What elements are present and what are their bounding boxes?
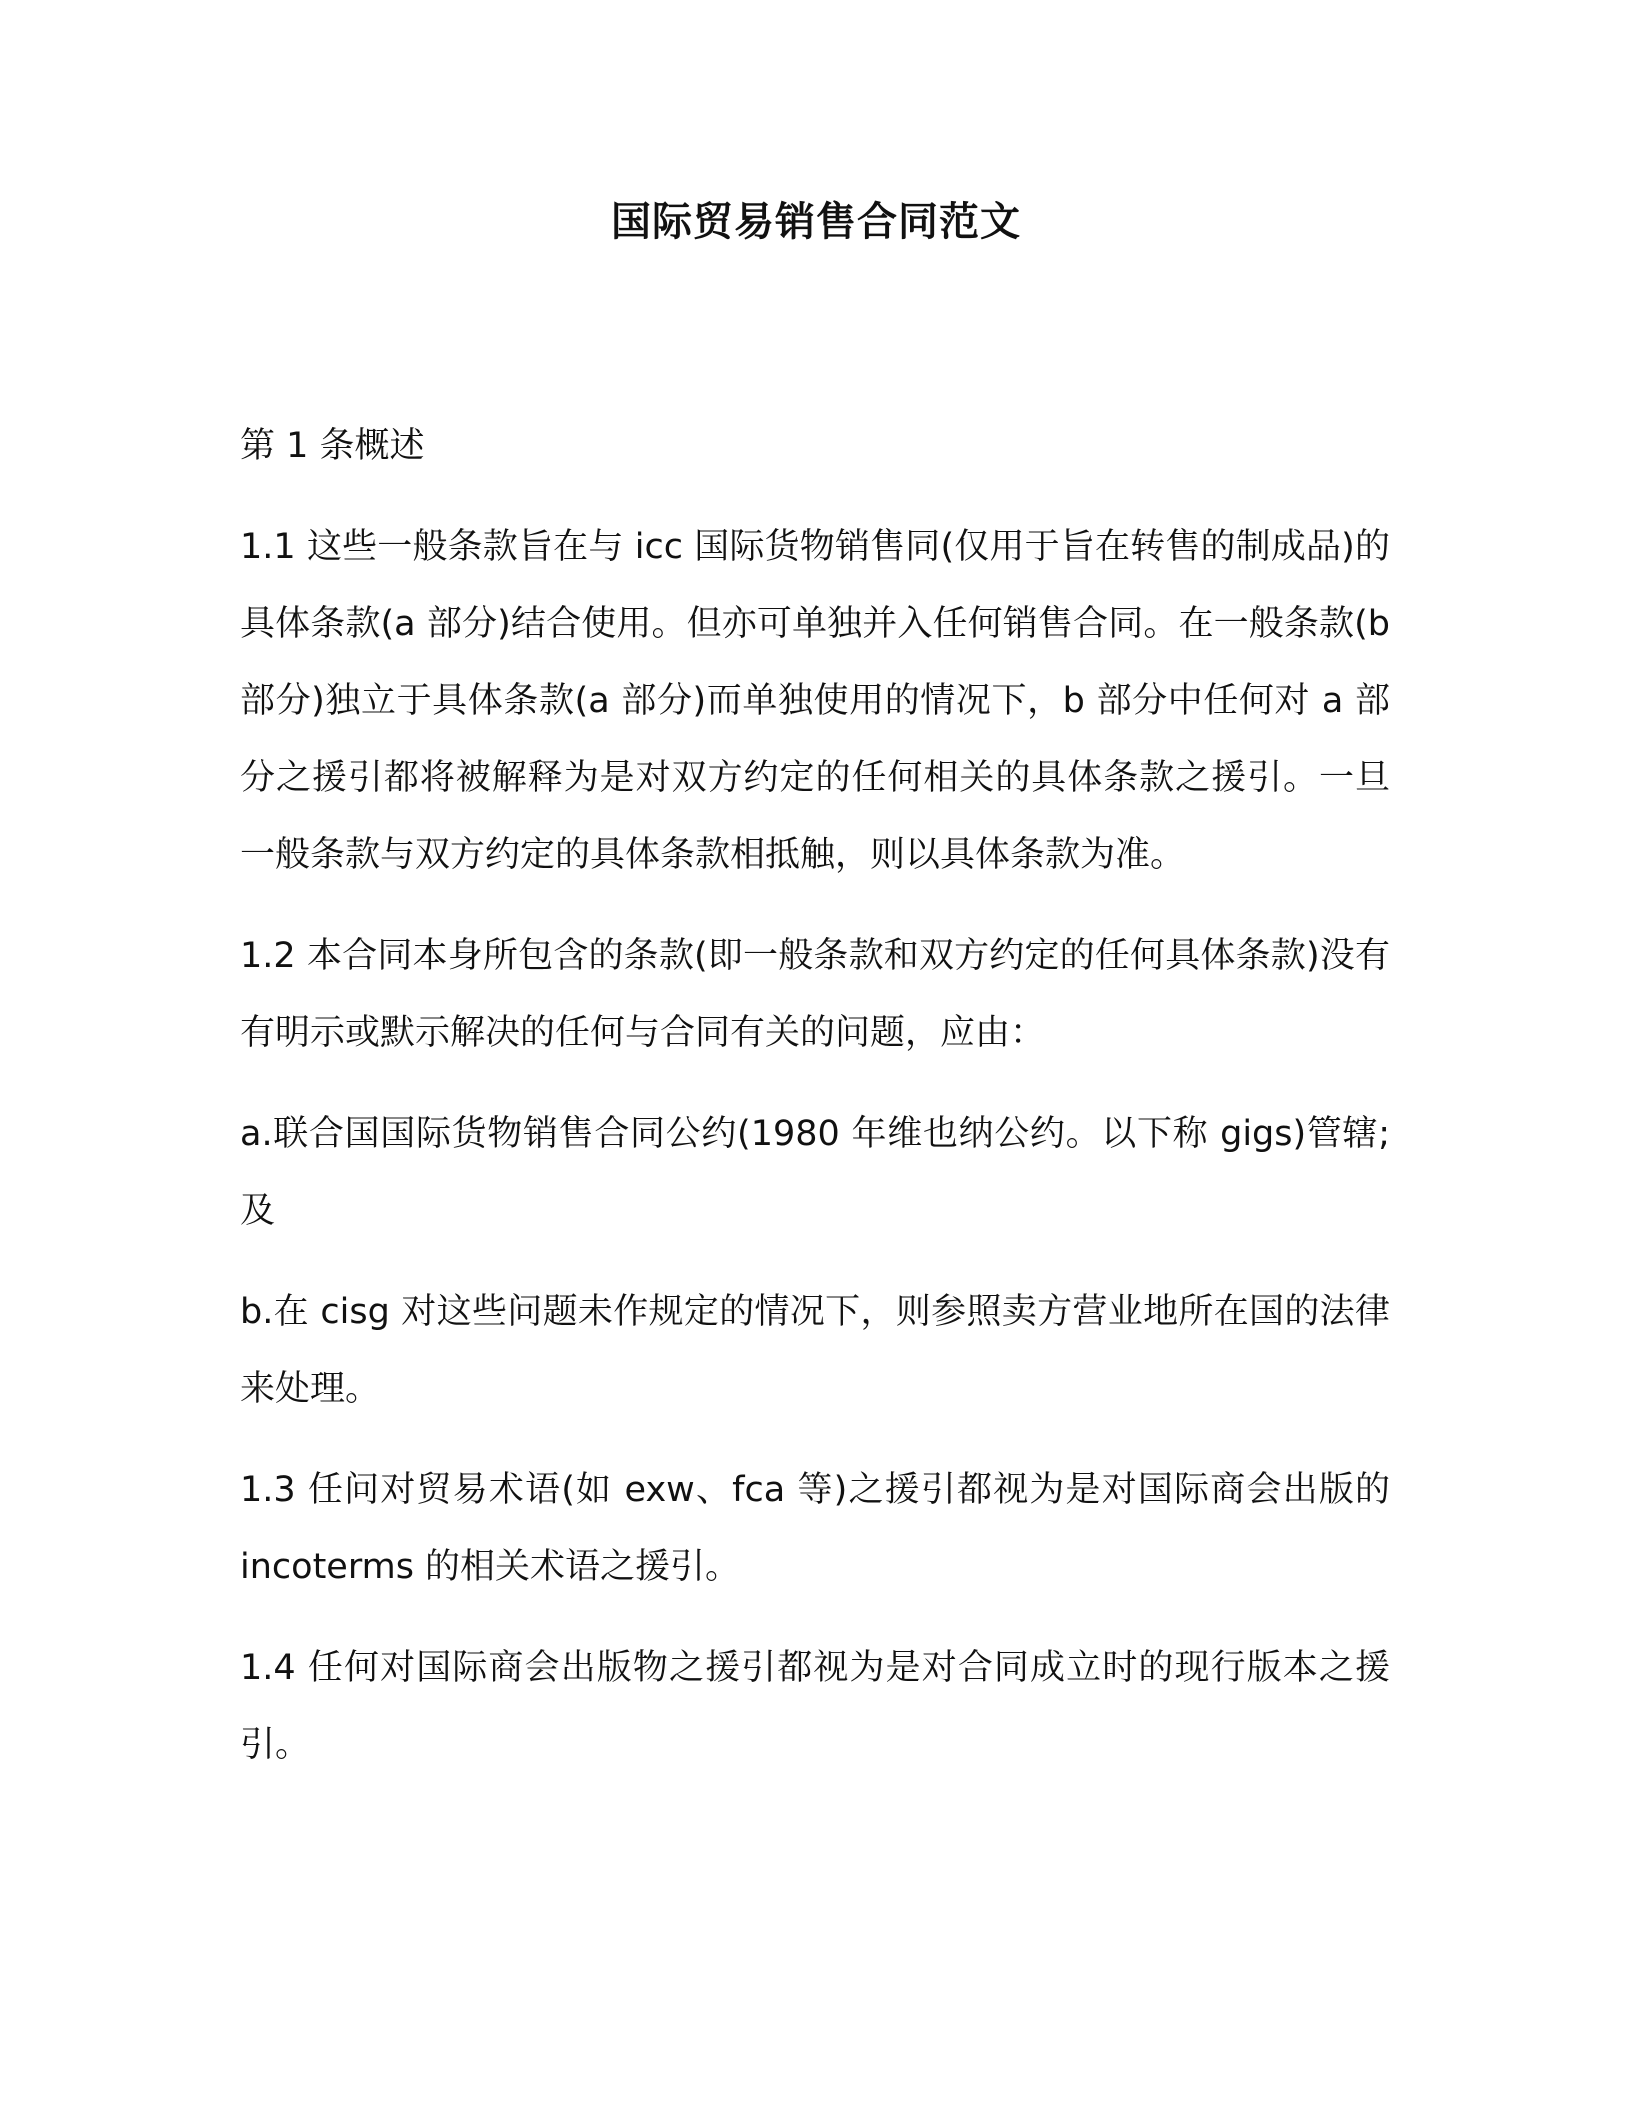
paragraph-1-3: 1.3 任问对贸易术语(如 exw、fca 等)之援引都视为是对国际商会出版的 incoterms 的相关术语之援引。 xyxy=(240,1470,1390,1587)
paragraph-1-1: 1.1 这些一般条款旨在与 icc 国际货物销售同(仅用于旨在转售的制成品)的具体条款(a 部分)结合使用。但亦可单独并入任何销售合同。在一般条款(b 部分)独立于具体条款(a 部分)而单独使用的情况下，b 部分中任何对 a 部分之援引都将被解释为是对双方约定的任何相关的具体条款之援引。一旦一般条款与双方约定的具体条款相抵触，则以具体条款为准。 xyxy=(240,527,1390,875)
section-heading: 第 1 条概述 xyxy=(240,426,425,466)
document-body xyxy=(240,408,1390,1808)
document-title: 国际贸易销售合同范文 xyxy=(611,199,1021,245)
paragraph-1-2-b: b.在 cisg 对这些问题未作规定的情况下，则参照卖方营业地所在国的法律来处理。 xyxy=(240,1292,1390,1409)
paragraph-1-2-a: a.联合国国际货物销售合同公约(1980 年维也纳公约。以下称 gigs)管辖;及 xyxy=(240,1114,1390,1231)
paragraph-1-4: 1.4 任何对国际商会出版物之援引都视为是对合同成立时的现行版本之援引。 xyxy=(240,1648,1390,1765)
paragraph-1-2: 1.2 本合同本身所包含的条款(即一般条款和双方约定的任何具体条款)没有有明示或默示解决的任何与合同有关的问题，应由： xyxy=(240,936,1390,1053)
